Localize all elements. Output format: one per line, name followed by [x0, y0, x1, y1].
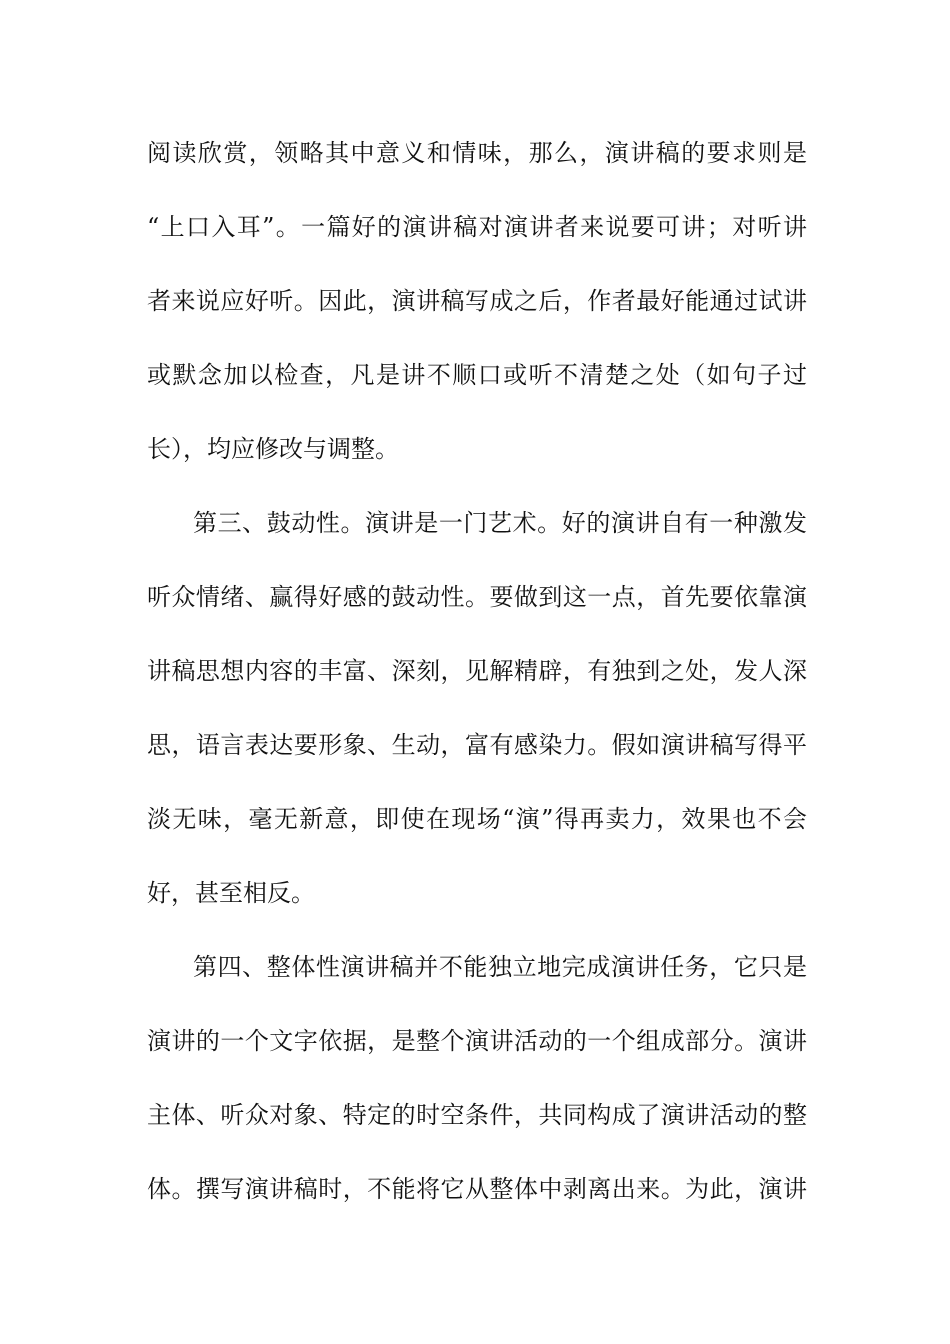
text-line: 讲稿思想内容的丰富、深刻，见解精辟，有独到之处，发人深 [147, 657, 807, 685]
text-line: 者来说应好听。因此，演讲稿写成之后，作者最好能通过试讲 [147, 287, 807, 315]
text-line: “上口入耳”。一篇好的演讲稿对演讲者来说要可讲；对听讲 [147, 213, 807, 241]
text-line: 或默念加以检查，凡是讲不顺口或听不清楚之处（如句子过 [147, 361, 807, 389]
text-line: 听众情绪、赢得好感的鼓动性。要做到这一点，首先要依靠演 [147, 583, 807, 611]
text-line: 演讲的一个文字依据，是整个演讲活动的一个组成部分。演讲 [147, 1027, 807, 1055]
text-line: 体。撰写演讲稿时，不能将它从整体中剥离出来。为此，演讲 [147, 1175, 807, 1203]
document-body [147, 124, 807, 1234]
text-line: 第三、鼓动性。演讲是一门艺术。好的演讲自有一种激发 [193, 509, 807, 537]
text-line: 淡无味，毫无新意，即使在现场“演”得再卖力，效果也不会 [147, 805, 807, 833]
text-line: 主体、听众对象、特定的时空条件，共同构成了演讲活动的整 [147, 1101, 807, 1129]
text-line: 思，语言表达要形象、生动，富有感染力。假如演讲稿写得平 [147, 731, 807, 759]
text-line: 长），均应修改与调整。 [147, 435, 399, 463]
text-line: 第四、整体性演讲稿并不能独立地完成演讲任务，它只是 [193, 953, 807, 981]
text-line: 好，甚至相反。 [147, 879, 315, 907]
text-line: 阅读欣赏，领略其中意义和情味，那么，演讲稿的要求则是 [147, 139, 807, 167]
